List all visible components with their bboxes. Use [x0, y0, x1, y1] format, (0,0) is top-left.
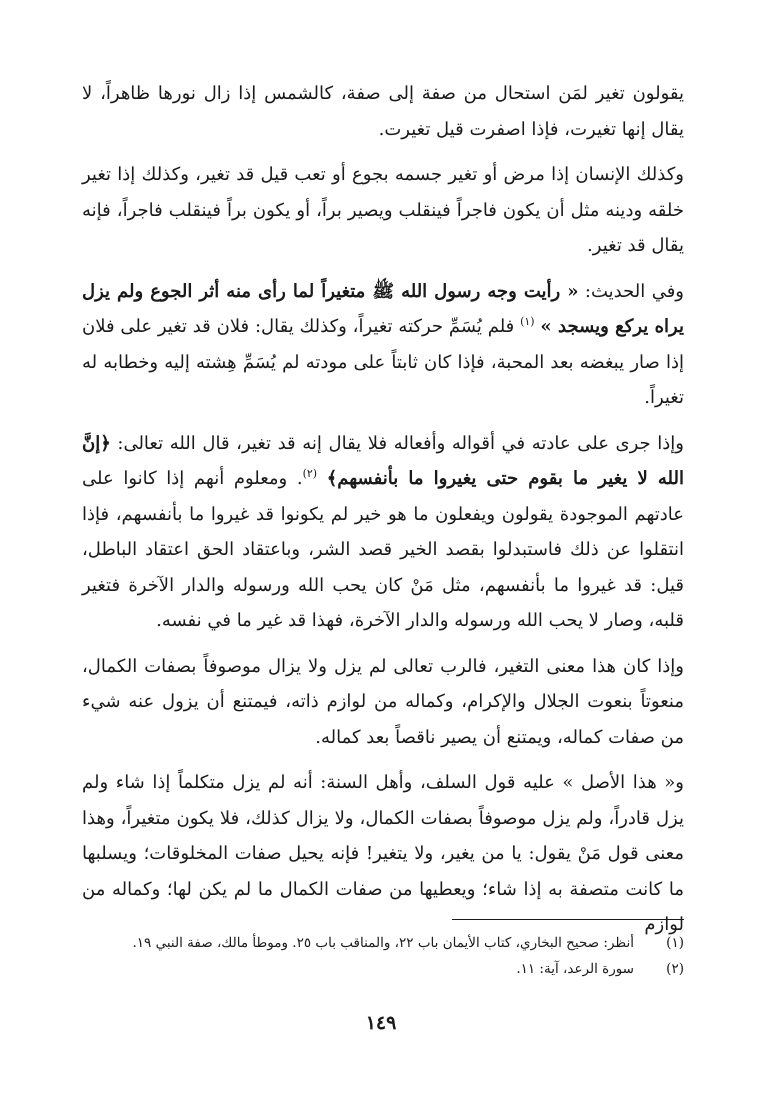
- paragraph-4: [82, 426, 684, 639]
- page-number: ١٤٩: [365, 1012, 397, 1034]
- paragraph-6-text: و« هذا الأصل » عليه قول السلف، وأهل السنة: أنه لم يزل متكلماً إذا شاء ولم يزل قادراً، ولم يزل موصوفاً بصفات الكمال، ولا يزال كذلك، فلا يكون متغيراً، وهذا معنى قول مَنْ يقول: يا من يغير، ولا يتغير! فإنه يحيل صفات المخلوقات؛ ويسلبها ما كانت متصفة به إذا شاء؛ ويعطيها من صفات الكمال ما لم يكن لها؛ وكماله من لوازم: [82, 772, 684, 935]
- paragraph-6: [82, 765, 684, 943]
- paragraph-1-text: يقولون تغير لمَن استحال من صفة إلى صفة، كالشمس إذا زال نورها ظاهراً، لا يقال إنها تغيرت، فإذا اصفرت قيل تغيرت.: [82, 83, 684, 140]
- footnote-separator: [452, 919, 684, 920]
- footnote-2: [82, 956, 684, 982]
- footnote-ref-1[interactable]: (١): [520, 315, 535, 328]
- paragraph-3-rest: فلم يُسَمِّ حركته تغيراً، وكذلك يقال: فلان قد تغير على فلان إذا صار يبغضه بعد المحبة، فإذا كان ثابتاً على مودته لم يُسَمِّ هِشته إليه وخطابه له تغيراً.: [82, 316, 684, 408]
- paragraph-5: [82, 649, 684, 756]
- paragraph-4-rest: . ومعلوم أنهم إذا كانوا على عادتهم الموجودة يقولون ويفعلون ما هو خير لم يكونوا قد غيروا ما بأنفسهم، فإذا انتقلوا عن ذلك فاستبدلوا بقصد الخير قصد الشر، وباعتقاد الحق اعتقاد الباطل، قيل: قد غيروا ما بأنفسهم، مثل مَنْ كان يحب الله ورسوله والدار الآخرة فتغير قلبه، وصار لا يحب الله ورسوله والدار الآخرة، فهذا قد غير ما في نفسه.: [82, 468, 684, 631]
- paragraph-3: [82, 274, 684, 416]
- footnote-ref-2[interactable]: (٢): [302, 467, 318, 480]
- hadith-quote: « رأيت وجه رسول الله ﷺ متغيراً لما رأى منه أثر الجوع ولم يزل يراه يركع ويسجد »: [82, 280, 684, 337]
- paragraph-3-intro: وفي الحديث:: [578, 280, 684, 302]
- quran-verse: ﴿إنَّ الله لا يغير ما بقوم حتى يغيروا ما بأنفسهم﴾: [82, 432, 684, 489]
- paragraph-2: [82, 157, 684, 264]
- footnote-1: [82, 930, 684, 956]
- footnote-2-number: (٢): [666, 961, 684, 977]
- paragraph-4-intro: وإذا جرى على عادته في أقواله وأفعاله فلا يقال إنه قد تغير، قال الله تعالى:: [110, 432, 684, 454]
- paragraph-1: [82, 76, 684, 147]
- footnote-1-number: (١): [666, 935, 684, 951]
- paragraph-5-text: وإذا كان هذا معنى التغير، فالرب تعالى لم يزل ولا يزال موصوفاً بصفات الكمال، منعوتاً بنعوت الجلال والإكرام، وكماله من لوازم ذاته، فيمتنع أن يزول عنه شيء من صفات كماله، ويمتنع أن يصير ناقصاً بعد كماله.: [82, 655, 684, 748]
- footnote-2-text: سورة الرعد، آية: ١١.: [516, 961, 634, 977]
- paragraph-2-text: وكذلك الإنسان إذا مرض أو تغير جسمه بجوع أو تعب قيل قد تغير، وكذلك إذا تغير خلقه ودينه مثل أن يكون فاجراً فينقلب ويصير براً، أو يكون براً فينقلب فاجراً، فإنه يقال قد تغير.: [82, 164, 684, 256]
- footnotes: [82, 930, 684, 982]
- main-text: [82, 76, 684, 953]
- footnote-1-text: أنظر: صحيح البخاري، كتاب الأيمان باب ٢٢، والمناقب باب ٢٥. وموطأ مالك، صفة النبي ١٩.: [132, 935, 634, 951]
